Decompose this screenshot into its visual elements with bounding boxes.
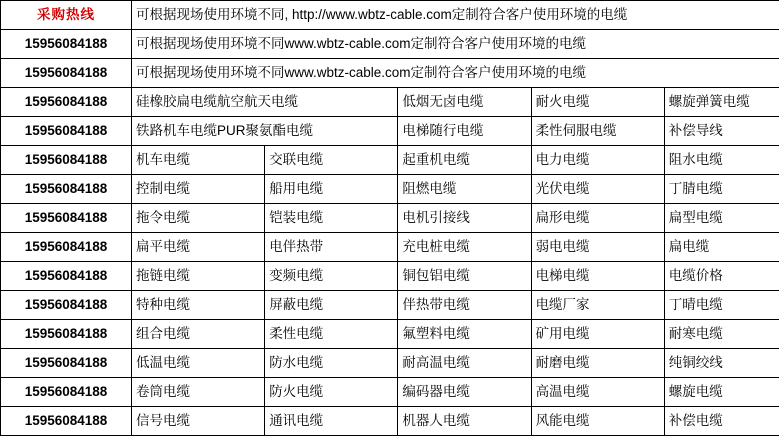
product-cell: 组合电缆 <box>132 320 265 349</box>
product-cell: 特种电缆 <box>132 291 265 320</box>
product-cell: 编码器电缆 <box>398 378 531 407</box>
product-cell: 机车电缆 <box>132 146 265 175</box>
product-cell: 补偿导线 <box>664 117 779 146</box>
phone-cell: 15956084188 <box>1 175 132 204</box>
table-row-header <box>1 1 779 30</box>
table-row <box>1 349 779 378</box>
phone-cell: 15956084188 <box>1 59 132 88</box>
product-cell: 耐高温电缆 <box>398 349 531 378</box>
product-cell: 铠装电缆 <box>265 204 398 233</box>
product-cell: 扁型电缆 <box>664 204 779 233</box>
product-cell: 补偿电缆 <box>664 407 779 436</box>
product-cell: 机器人电缆 <box>398 407 531 436</box>
product-cell: 充电桩电缆 <box>398 233 531 262</box>
product-cell: 高温电缆 <box>531 378 664 407</box>
table-row <box>1 59 779 88</box>
phone-cell: 15956084188 <box>1 30 132 59</box>
product-cell: 电梯电缆 <box>531 262 664 291</box>
product-cell: 防水电缆 <box>265 349 398 378</box>
table-row <box>1 175 779 204</box>
phone-cell: 15956084188 <box>1 349 132 378</box>
product-cell: 阻燃电缆 <box>398 175 531 204</box>
phone-cell: 15956084188 <box>1 378 132 407</box>
product-cell: 防火电缆 <box>265 378 398 407</box>
table-row <box>1 146 779 175</box>
product-cell: 耐寒电缆 <box>664 320 779 349</box>
product-cell: 柔性伺服电缆 <box>531 117 664 146</box>
table-row <box>1 233 779 262</box>
product-cell: 电力电缆 <box>531 146 664 175</box>
product-cell: 螺旋电缆 <box>664 378 779 407</box>
table-row <box>1 30 779 59</box>
phone-cell: 15956084188 <box>1 88 132 117</box>
product-cell: 弱电电缆 <box>531 233 664 262</box>
product-cell: 丁腈电缆 <box>664 175 779 204</box>
table-row <box>1 320 779 349</box>
table-row <box>1 291 779 320</box>
phone-cell: 15956084188 <box>1 320 132 349</box>
table-row <box>1 407 779 436</box>
product-cell: 电伴热带 <box>265 233 398 262</box>
product-cell: 变频电缆 <box>265 262 398 291</box>
table-row <box>1 117 779 146</box>
product-cell: 光伏电缆 <box>531 175 664 204</box>
product-cell: 屏蔽电缆 <box>265 291 398 320</box>
product-cell: 耐磨电缆 <box>531 349 664 378</box>
product-cell: 风能电缆 <box>531 407 664 436</box>
product-cell: 低烟无卤电缆 <box>398 88 531 117</box>
product-cell: 交联电缆 <box>265 146 398 175</box>
phone-cell: 15956084188 <box>1 407 132 436</box>
banner-cell-0: 可根据现场使用环境不同, http://www.wbtz-cable.com定制符合客户使用环境的电缆 <box>132 1 779 30</box>
product-cell: 铜包铝电缆 <box>398 262 531 291</box>
product-cell: 电缆价格 <box>664 262 779 291</box>
product-cell: 低温电缆 <box>132 349 265 378</box>
phone-cell: 15956084188 <box>1 117 132 146</box>
product-cell: 扁电缆 <box>664 233 779 262</box>
phone-cell: 15956084188 <box>1 291 132 320</box>
product-cell: 控制电缆 <box>132 175 265 204</box>
phone-cell: 15956084188 <box>1 204 132 233</box>
product-cell: 伴热带电缆 <box>398 291 531 320</box>
product-cell: 起重机电缆 <box>398 146 531 175</box>
purchase-hotline-label: 采购热线 <box>1 1 132 30</box>
product-cell: 通讯电缆 <box>265 407 398 436</box>
product-cell: 扁平电缆 <box>132 233 265 262</box>
product-cell: 螺旋弹簧电缆 <box>664 88 779 117</box>
table-row <box>1 262 779 291</box>
product-cell: 硅橡胶扁电缆航空航天电缆 <box>132 88 398 117</box>
product-cell: 柔性电缆 <box>265 320 398 349</box>
product-cell: 拖令电缆 <box>132 204 265 233</box>
product-cell: 阻水电缆 <box>664 146 779 175</box>
product-cell: 丁晴电缆 <box>664 291 779 320</box>
product-cell: 纯铜绞线 <box>664 349 779 378</box>
banner-cell-1: 可根据现场使用环境不同www.wbtz-cable.com定制符合客户使用环境的电缆 <box>132 30 779 59</box>
table-body <box>1 1 779 436</box>
product-cell: 拖链电缆 <box>132 262 265 291</box>
product-cell: 矿用电缆 <box>531 320 664 349</box>
product-cell: 电缆厂家 <box>531 291 664 320</box>
product-cell: 扁形电缆 <box>531 204 664 233</box>
banner-cell-2: 可根据现场使用环境不同www.wbtz-cable.com定制符合客户使用环境的电缆 <box>132 59 779 88</box>
product-cell: 电梯随行电缆 <box>398 117 531 146</box>
product-cell: 铁路机车电缆PUR聚氨酯电缆 <box>132 117 398 146</box>
phone-cell: 15956084188 <box>1 233 132 262</box>
product-cell: 氟塑料电缆 <box>398 320 531 349</box>
product-cell: 耐火电缆 <box>531 88 664 117</box>
product-cell: 卷筒电缆 <box>132 378 265 407</box>
table-row <box>1 88 779 117</box>
table-row <box>1 204 779 233</box>
product-cell: 电机引接线 <box>398 204 531 233</box>
phone-cell: 15956084188 <box>1 262 132 291</box>
product-cell: 船用电缆 <box>265 175 398 204</box>
phone-cell: 15956084188 <box>1 146 132 175</box>
table-row <box>1 378 779 407</box>
product-cell: 信号电缆 <box>132 407 265 436</box>
